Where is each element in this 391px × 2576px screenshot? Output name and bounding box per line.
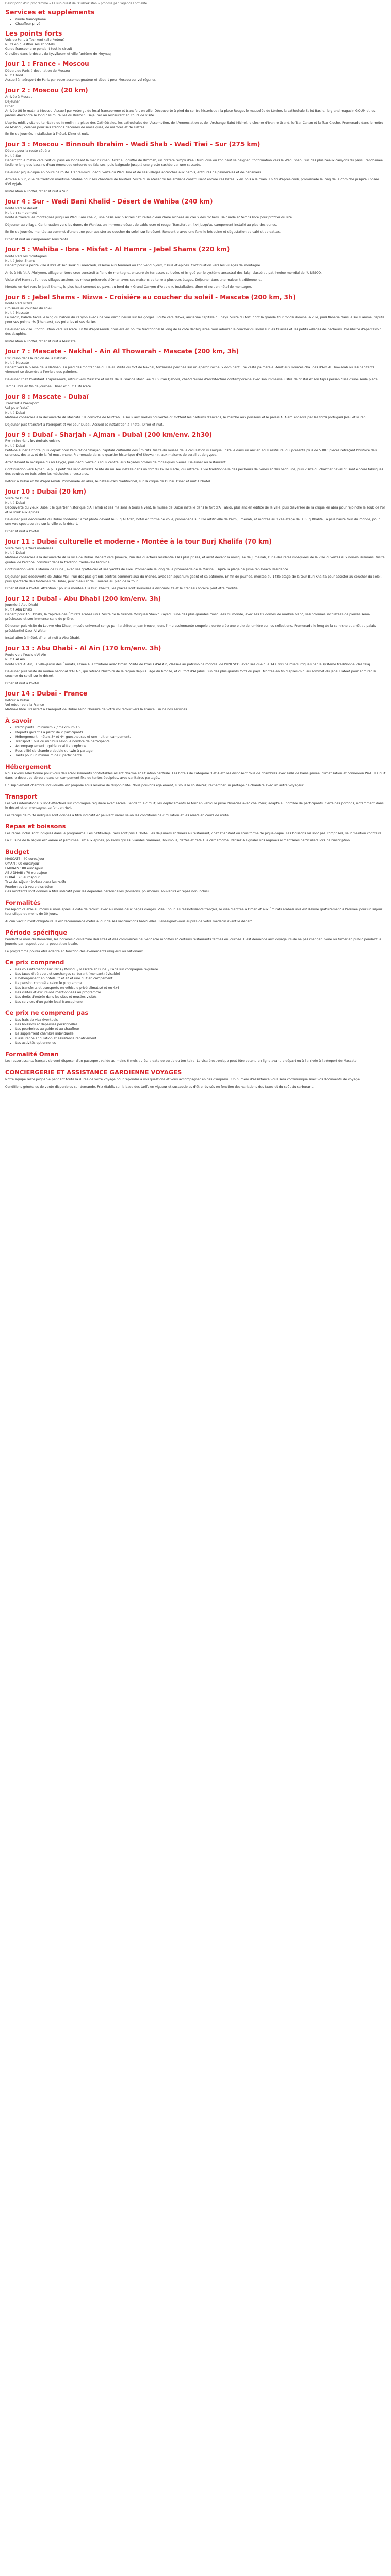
section-paragraph: Les repas inclus sont indiqués dans le programme. Les petits-déjeuners sont pris à l'hôtel, les déjeuners et dîners au restaurant, chez l'habitant ou sous forme de pique-nique. Les boissons ne sont pas comprises, sauf mention contraire. — [5, 832, 383, 836]
day-paragraph: Déjeuner puis visite du musée national d'Al Ain, qui retrace l'histoire de la région depuis l'âge du bronze, et du fort d'Al Jahili, l'un des plus grands forts du pays. Montée en fin d'après-midi au sommet du Jebel Hafeet pour admirer le coucher du soleil sur le désert. — [5, 670, 376, 679]
day-paragraph: Arrivée tôt le matin à Moscou. Accueil par votre guide local francophone et transfert en ville. Découverte à pied du centre historique : la place Rouge, le mausolée de Lénine, la cathédrale Saint-Basile, le grand magasin GOUM et les jardins Alexandre le long des murailles du Kremlin. Déjeuner au restaurant en cours de visite. — [5, 109, 376, 117]
list-item: • Possibilité de chambre double ou twin à partager. — [15, 749, 386, 754]
day-block — [5, 432, 386, 485]
section-paragraph: Notre équipe reste joignable pendant toute la durée de votre voyage pour répondre à vos questions et vous accompagner en cas d'imprévu. Un numéro d'assistance vous sera communiqué avec vos documents de voyage. — [5, 1077, 361, 1081]
day-title: Jour 13 : Abu Dhabi - Al Ain (170 km/env. 3h) — [5, 645, 161, 652]
day-description — [5, 159, 386, 194]
day-paragraph: Départ tôt le matin vers l'est du pays en longeant la mer d'Oman. Arrêt au gouffre de Bimmah, un cratère rempli d'eau turquoise où l'on peut se baigner. Continuation vers le Wadi Shab, l'un des plus beaux canyons du pays : randonnée facile le long des bassins d'eau émeraude entourés de falaises, puis baignade jusqu'à une grotte cachée par une cascade. — [5, 159, 383, 167]
day-title: Jour 10 : Dubaï (20 km) — [5, 488, 87, 496]
day-paragraph: Matinée consacrée à la découverte de Mascate : la corniche de Muttrah, le souk aux ruelles couvertes où flottent les parfums d'encens, le marché aux poissons et le palais Al Alam encadré par les forts portugais Jalali et Mirani. — [5, 415, 368, 419]
list-item: Nuits en guesthouses et hôtels — [5, 43, 55, 47]
day-meta-line: Dîner — [5, 104, 14, 108]
notes-list — [5, 726, 386, 758]
day-meta-line: Excursion dans la région de la Batinah — [5, 357, 67, 361]
day-title: Jour 11 : Dubaï culturelle et moderne - Montée à la tour Burj Khalifa (70 km) — [5, 538, 272, 545]
day-block — [5, 87, 386, 138]
day-meta-line: Nuit à Jebel Shams — [5, 259, 36, 263]
list-item: • L'hébergement en hôtels 3* et 4* et une nuit en campement — [15, 977, 386, 981]
day-meta-line: Nuit en campement — [5, 211, 37, 215]
day-paragraph: Route à travers les montagnes jusqu'au Wadi Bani Khalid, une oasis aux piscines naturelles d'eau claire nichées au creux des rochers. Baignade et temps libre pour profiter du site. — [5, 215, 293, 219]
day-meta — [5, 439, 386, 449]
list-item: • Chauffeur privé — [15, 22, 386, 27]
day-paragraph: L'après-midi, visite du territoire du Kremlin : la place des Cathédrales, les cathédrales de l'Assomption, de l'Annonciation et de l'Archange-Saint-Michel, le clocher d'Ivan le Grand, le Tsar-Canon et la Tsar-Cloche. Promenade dans le métro de Moscou, célèbre pour ses stations décorées de mosaïques, de marbres et de lustres. — [5, 121, 383, 129]
meals-title: Repas et boissons — [5, 823, 66, 831]
list-item: Vols de Paris à Tachkent (aller/retour) — [5, 38, 65, 42]
day-meta — [5, 699, 386, 708]
list-item: • Les pourboires au guide et au chauffeur — [15, 1027, 386, 1032]
day-meta-line: Nuit à Dubaï — [5, 411, 25, 415]
notes-title: À savoir — [5, 717, 32, 724]
day-paragraph: Temps libre en fin de journée. Dîner et nuit à Mascate. — [5, 384, 92, 388]
day-paragraph: Déjeuner puis visite du Louvre Abu Dhabi, musée universel conçu par l'architecte Jean Nouvel, dont l'impressionnante coupole ajourée crée une pluie de lumière sur les collections. Promenade le long de la corniche et arrêt au palais présidentiel Qasr Al Watan. — [5, 624, 376, 633]
day-meta-line: Visite des quartiers modernes — [5, 546, 53, 550]
list-item: • Hébergement : hôtels 3* et 4*, guesthouses et une nuit en campement. — [15, 735, 386, 740]
day-meta-line: Nuit à Mascate — [5, 361, 29, 365]
day-paragraph: Le matin, balade facile le long du balcon du canyon avec une vue vertigineuse sur les gorges. Route vers Nizwa, ancienne capitale du pays. Visite du fort, dont la grande tour ronde domine la ville, puis flânerie dans le souk animé, réputé pour ses poignards (khanjars), ses poteries et ses dattes. — [5, 316, 385, 325]
day-meta-line: Nuit à Dubaï — [5, 551, 25, 555]
day-paragraph: Départ pour Abu Dhabi, la capitale des Émirats arabes unis. Visite de la Grande Mosquée Sheikh Zayed, l'une des plus grandes mosquées du monde, avec ses 82 dômes de marbre blanc, ses colonnes incrustées de pierres semi-précieuses et son immense salle de prière. — [5, 613, 370, 621]
day-meta — [5, 402, 386, 416]
day-paragraph: Dîner et nuit au campement sous tente. — [5, 237, 70, 241]
list-item: • Les boissons et dépenses personnelles — [15, 1023, 386, 1027]
list-item: Croisière dans le désert du Kyzylkoum et ville fantôme de Moynaq — [5, 52, 111, 56]
transport-title: Transport — [5, 793, 38, 801]
day-title: Jour 14 : Dubaï - France — [5, 690, 88, 698]
day-block — [5, 690, 386, 713]
day-block — [5, 645, 386, 686]
day-title: Jour 4 : Sur - Wadi Bani Khalid - Désert de Wahiba (240 km) — [5, 198, 213, 206]
day-meta-line: Nuit à Abu Dhabi — [5, 608, 32, 612]
budget-line: Taxe de séjour : incluse dans les tarifs — [5, 880, 66, 884]
budget-line: MASCATE : 40 euros/jour — [5, 857, 45, 861]
day-meta-line: Excursion dans les émirats voisins — [5, 439, 60, 444]
day-meta-line: Nuit à Mascate — [5, 311, 29, 315]
day-paragraph: Déjeuner pique-nique en cours de route. L'après-midi, découverte du Wadi Tiwi et de ses villages accrochés aux parois, entourés de palmeraies et de bananiers. — [5, 171, 263, 175]
day-title: Jour 8 : Mascate - Dubaï — [5, 393, 89, 400]
day-meta-line: Route vers l'oasis d'Al Ain — [5, 653, 46, 657]
day-meta-line: Nuit à Sur — [5, 154, 21, 158]
list-item: • Les frais de visa éventuels — [15, 1018, 386, 1023]
section-paragraph: Nous avons sélectionné pour vous des établissements confortables alliant charme et situation centrale. Les hôtels de catégorie 3 et 4 étoiles disposent tous de chambres avec salle de bains privée, climatisation et connexion Wi-Fi. La nuit dans le désert se déroule dans un campement fixe de tentes équipées, avec sanitaires partagés. — [5, 772, 386, 781]
services-title: Services et suppléments — [5, 8, 95, 16]
day-paragraph: Dîner et nuit à l'hôtel. Attention : pour la montée à la Burj Khalifa, les places sont soumises à disponibilité et le créneau horaire peut être modifié. — [5, 586, 239, 590]
day-paragraph: Déjeuner au village. Continuation vers les dunes de Wahiba, un immense désert de sable ocre et rouge. Transfert en 4x4 jusqu'au campement installé au pied des dunes. — [5, 223, 278, 227]
day-meta-line: Retour à Dubaï — [5, 698, 29, 702]
budget-note: Ces montants sont donnés à titre indicatif pour les dépenses personnelles (boissons, pourboires, souvenirs et repas non inclus). — [5, 889, 210, 893]
price-excluded-list — [5, 1018, 386, 1046]
highlights-list — [5, 38, 386, 57]
day-paragraph: Arrêt à Misfat Al Abriyeen, village en terre crue construit à flanc de montagne, entouré de terrasses cultivées et irrigué par le système ancestral des falaj, classé au patrimoine mondial de l'UNESCO. — [5, 270, 322, 275]
day-meta — [5, 69, 386, 78]
day-paragraph: Déjeuner en ville. Continuation vers Mascate. En fin d'après-midi, croisière en boutre traditionnel le long de la côte déchiquetée pour admirer le coucher du soleil sur les falaises et les petits villages de pêcheurs. Possibilité d'apercevoir des dauphins. — [5, 328, 381, 336]
day-meta — [5, 95, 386, 109]
day-block — [5, 246, 386, 290]
day-meta-line: Transfert à l'aéroport — [5, 401, 39, 405]
day-description — [5, 663, 386, 686]
day-description — [5, 366, 386, 389]
budget-line: DUBAÏ : 90 euros/jour — [5, 875, 40, 879]
list-item: • L'assurance annulation et assistance rapatriement — [15, 1037, 386, 1041]
budget-line: EMIRATS : 80 euros/jour — [5, 866, 43, 870]
day-title: Jour 5 : Wahiba - Ibra - Misfat - Al Hamra - Jebel Shams (220 km) — [5, 245, 230, 253]
section-paragraph: Conditions générales de vente disponibles sur demande. Prix établis sur la base des tarifs en vigueur et susceptibles d'être révisés en fonction des variations des taxes et du coût du carburant. — [5, 1084, 314, 1089]
day-block — [5, 394, 386, 428]
day-title: Jour 9 : Dubaï - Sharjah - Ajman - Dubaï (200 km/env. 2h30) — [5, 431, 213, 438]
day-block — [5, 61, 386, 83]
day-paragraph: Déjeuner puis transfert à l'aéroport et vol pour Dubaï. Accueil et installation à l'hôtel. Dîner et nuit. — [5, 422, 164, 427]
day-paragraph: Départ pour la petite ville d'Ibra et son souk du mercredi, réservé aux femmes où l'on vend bijoux, tissus et épices. Continuation vers les villages de montagne. — [5, 263, 262, 267]
itinerary — [5, 61, 386, 713]
day-meta-line: Vol pour Dubaï — [5, 406, 29, 410]
day-paragraph: Montée en 4x4 vers le Jebel Shams, le plus haut sommet du pays, au bord du « Grand Canyon d'Arabie ». Installation, dîner et nuit en hôtel de montagne. — [5, 285, 252, 289]
section-paragraph: Les ressortissants français doivent disposer d'un passeport valide au moins 6 mois après la date de sortie du territoire. Le visa électronique peut être obtenu en ligne avant le départ ou à l'arrivée à l'aéroport de Mascate. — [5, 1059, 358, 1063]
list-item: • Les vols internationaux Paris / Moscou / Mascate et Dubaï / Paris sur compagnie régulière — [15, 968, 386, 972]
conditions-title: CONCIERGERIE ET ASSISTANCE GARDIENNE VOYAGES — [5, 1069, 182, 1076]
day-title: Jour 1 : France - Moscou — [5, 60, 89, 68]
section-paragraph: Un supplément chambre individuelle est proposé sous réserve de disponibilité. Nous pouvons également, si vous le souhaitez, rechercher un partage de chambre avec un autre voyageur. — [5, 784, 304, 788]
day-description — [5, 264, 386, 290]
day-block — [5, 198, 386, 242]
day-title: Jour 7 : Mascate - Nakhal - Ain Al Thowarah - Mascate (200 km, 3h) — [5, 348, 239, 355]
page — [0, 0, 391, 1103]
day-meta — [5, 547, 386, 556]
day-meta — [5, 603, 386, 613]
day-paragraph: Dîner et nuit à l'hôtel. — [5, 530, 40, 534]
day-block — [5, 488, 386, 534]
section-paragraph: Aucun vaccin n'est obligatoire. Il est recommandé d'être à jour de ses vaccinations habituelles. Renseignez-vous auprès de votre médecin avant le départ. — [5, 919, 253, 923]
day-paragraph: Déjeuner puis découverte de Dubaï Mall, l'un des plus grands centres commerciaux du monde, avec son aquarium géant et sa patinoire. En fin de journée, montée au 148e étage de la tour Burj Khalifa pour assister au coucher du soleil, puis spectacle des fontaines de Dubaï, jeux d'eau et de lumières au pied de la tour. — [5, 574, 383, 583]
day-meta-line: Vol retour vers la France — [5, 703, 44, 707]
budget-line: ABU DHABI : 70 euros/jour — [5, 871, 47, 875]
services-list — [5, 18, 386, 27]
day-title: Jour 3 : Moscou - Binnouh Ibrahim - Wadi Shab - Wadi Tiwi - Sur (275 km) — [5, 141, 260, 148]
day-paragraph: Installation à l'hôtel, dîner et nuit à Sur. — [5, 190, 69, 194]
day-meta — [5, 207, 386, 216]
budget-line: Pourboires : à votre discrétion — [5, 885, 53, 889]
transport-section — [5, 802, 386, 818]
meals-section — [5, 832, 386, 843]
day-meta — [5, 255, 386, 264]
day-paragraph: Découverte du vieux Dubaï : le quartier historique d'Al Fahidi et ses maisons à tours à vent, le musée de Dubaï installé dans le fort d'Al Fahidi, plus ancien édifice de la ville, puis traversée de la crique en abra pour rejoindre le souk de l'or et le souk aux épices. — [5, 506, 385, 515]
day-meta-line: Arrivée à Moscou — [5, 95, 33, 99]
day-meta-line: Nuit à bord — [5, 73, 23, 77]
day-meta-line: Croisière au coucher du soleil — [5, 307, 53, 311]
day-meta-line: Visite de Dubaï — [5, 497, 29, 501]
section-paragraph: La cuisine de la région est variée et parfumée : riz aux épices, poissons grillés, viandes marinées, houmous, dattes et café à la cardamome. Pensez à signaler vos régimes alimentaires particuliers lors de l'inscription. — [5, 839, 351, 843]
day-block — [5, 538, 386, 591]
budget-line: OMAN : 60 euros/jour — [5, 861, 40, 866]
day-meta-line: Déjeuner — [5, 99, 20, 104]
day-paragraph: Matinée consacrée à la découverte de la ville de Dubaï. Départ vers Jumeira, l'un des quartiers résidentiels les plus prisés, et arrêt devant la mosquée de Jumeirah, l'une des rares mosquées de la ville ouvertes aux non-musulmans. Visite guidée de l'édifice, construit dans la tradition médiévale fatimide. — [5, 555, 385, 564]
day-description — [5, 613, 386, 641]
day-title: Jour 12 : Dubaï - Abu Dhabi (200 km/env. 3h) — [5, 595, 161, 602]
list-item: • Les taxes d'aéroport et surcharges carburant (montant révisable) — [15, 972, 386, 977]
budget-list — [5, 857, 386, 890]
day-block — [5, 348, 386, 389]
day-paragraph: Continuation vers la Marina de Dubaï, avec ses gratte-ciel et ses yachts de luxe. Promenade le long de la promenade de la Marina jusqu'à la plage de Jumeirah Beach Residence. — [5, 567, 289, 571]
special-section — [5, 938, 386, 954]
day-meta-line: Nuit à Dubaï — [5, 444, 25, 448]
day-description — [5, 708, 386, 713]
list-item: • La pension complète selon le programme — [15, 981, 386, 986]
day-paragraph: Installation à l'hôtel, dîner et nuit à Abu Dhabi. — [5, 636, 80, 640]
budget-title: Budget — [5, 848, 29, 856]
section-paragraph: Les temps de route indiqués sont donnés à titre indicatif et peuvent varier selon les conditions de circulation et les arrêts en cours de route. — [5, 814, 230, 818]
accomm-section — [5, 772, 386, 788]
section-paragraph: Passeport valable au moins 6 mois après la date de retour, avec au moins deux pages vierges. Visa : pour les ressortissants français, le visa d'entrée à Oman et aux Émirats arabes unis est délivré gratuitement à l'arrivée pour un séjour touristique de moins de 30 jours. — [5, 907, 382, 916]
list-item: • Les services d'un guide local francophone — [15, 1000, 386, 1005]
list-item: • Les activités optionnelles — [15, 1041, 386, 1046]
day-paragraph: Installation à l'hôtel, dîner et nuit à Mascate. — [5, 340, 77, 344]
price-excluded-title: Ce prix ne comprend pas — [5, 1009, 89, 1016]
special-title: Période spécifique — [5, 928, 68, 936]
day-meta-line: Journée à Abu Dhabi — [5, 603, 38, 607]
day-paragraph: Déjeuner puis découverte du Dubaï moderne : arrêt photo devant le Burj Al Arab, hôtel en forme de voile, promenade sur l'île artificielle de Palm Jumeirah, et montée au 124e étage de la Burj Khalifa, la plus haute tour du monde, pour une vue spectaculaire sur la ville et le désert. — [5, 518, 380, 527]
formality-title: Formalité Oman — [5, 1050, 59, 1058]
list-item: • Transport : bus ou minibus selon le nombre de participants. — [15, 740, 386, 744]
price-included-list — [5, 968, 386, 1005]
day-paragraph: Déjeuner chez l'habitant. L'après-midi, retour vers Mascate et visite de la Grande Mosquée du Sultan Qaboos, chef-d'œuvre d'architecture contemporaine avec son immense lustre de cristal et son tapis persan tissé d'une seule pièce. — [5, 377, 379, 381]
day-meta — [5, 497, 386, 506]
accomm-title: Hébergement — [5, 762, 51, 770]
day-description — [5, 316, 386, 344]
day-description — [5, 556, 386, 591]
day-meta-line: Route vers Nizwa — [5, 302, 33, 306]
list-item: • Les visites et excursions mentionnées au programme — [15, 991, 386, 995]
formalities-section — [5, 908, 386, 924]
day-meta-line: Départ pour la route côtière — [5, 149, 50, 154]
day-paragraph: En fin de journée, installation à l'hôtel. Dîner et nuit. — [5, 132, 89, 137]
list-item: • Les droits d'entrée dans les sites et musées visités — [15, 995, 386, 1000]
list-item: • Les transferts et transports en véhicule privé climatisé et en 4x4 — [15, 986, 386, 991]
list-item: • Guide francophone — [15, 18, 386, 22]
day-meta-line: Départ de Paris à destination de Moscou — [5, 69, 70, 73]
day-meta-line: Route vers le désert — [5, 206, 38, 210]
list-item: • Accompagnement : guide local francophone. — [15, 744, 386, 749]
day-description — [5, 506, 386, 534]
day-paragraph: Visite d'Al Hamra, l'un des villages anciens les mieux préservés d'Oman avec ses maisons de terre à plusieurs étages. Déjeuner dans une maison traditionnelle. — [5, 278, 262, 282]
day-paragraph: Matinée libre. Transfert à l'aéroport de Dubaï selon l'horaire de votre vol retour vers la France. Fin de nos services. — [5, 707, 188, 711]
day-paragraph: Petit-déjeuner à l'hôtel puis départ pour l'émirat de Sharjah, capitale culturelle des Émirats. Visite du musée de la civilisation islamique, installé dans un ancien souk restauré, qui présente plus de 5 000 pièces retraçant l'histoire des sciences, des arts et de la foi musulmane. Promenade dans le quartier historique d'Al Shuwaihin, aux maisons de corail et de gypse. — [5, 449, 377, 457]
day-paragraph: Continuation vers Ajman, le plus petit des sept émirats. Visite du musée installé dans un fort du XVIIIe siècle, qui retrace la vie traditionnelle des pêcheurs de perles et des bédouins, puis visite du chantier naval où sont encore fabriqués des boutres en bois selon les méthodes ancestrales. — [5, 468, 383, 477]
list-item: Guide francophone pendant tout le circuit — [5, 47, 72, 52]
day-paragraph: Retour à Dubaï en fin d'après-midi. Promenade en abra, le bateau-taxi traditionnel, sur la crique de Dubaï. Dîner et nuit à l'hôtel. — [5, 480, 211, 484]
day-block — [5, 596, 386, 641]
day-meta — [5, 149, 386, 159]
day-paragraph: Départ vers la plaine de la Batinah, au pied des montagnes du Hajar. Visite du fort de Nakhal, forteresse perchée sur un éperon rocheux dominant une vaste palmeraie. Arrêt aux sources chaudes d'Ain Al Thowarah où les habitants viennent se détendre à l'ombre des palmiers. — [5, 365, 374, 374]
formality-section — [5, 1059, 386, 1064]
day-block — [5, 141, 386, 194]
intro-text: Description d'un programme « Le sud-ouest de l'Ouzbékistan » proposé par l'agence Formalité. — [5, 2, 149, 5]
day-meta — [5, 357, 386, 366]
list-item: • Départs garantis à partir de 2 participants. — [15, 731, 386, 735]
day-description — [5, 109, 386, 138]
section-paragraph: Les vols internationaux sont effectués sur compagnie régulière avec escale. Pendant le circuit, les déplacements se font en véhicule privé climatisé avec chauffeur, adapté au nombre de participants. Certaines portions, notamment dans le désert et en montagne, se font en 4x4. — [5, 802, 384, 810]
day-paragraph: En fin de journée, montée au sommet d'une dune pour assister au coucher du soleil sur le désert. Rencontre avec une famille bédouine et dégustation de café et de dattes. — [5, 230, 281, 234]
list-item: • Tarifs pour un minimum de 6 participants. — [15, 754, 386, 758]
list-item: • Le supplément chambre individuelle — [15, 1032, 386, 1037]
section-paragraph: Pendant le mois du Ramadan, les horaires d'ouverture des sites et des commerces peuvent être modifiés et certains restaurants fermés en journée. Il est demandé aux voyageurs de ne pas manger, boire ou fumer en public pendant la journée par respect pour la population locale. — [5, 937, 382, 946]
list-item: • Participants : minimum 2 / maximum 16. — [15, 726, 386, 731]
day-description — [5, 78, 386, 83]
price-included-title: Ce prix comprend — [5, 958, 64, 966]
day-title: Jour 2 : Moscou (20 km) — [5, 86, 88, 94]
day-meta — [5, 302, 386, 316]
day-paragraph: Arrêt devant la mosquée du roi Fayçal, puis découverte du souk central aux façades ornées de mosaïques bleues. Déjeuner au restaurant. — [5, 461, 227, 465]
day-description — [5, 449, 386, 484]
section-paragraph: Le programme pourra être adapté en fonction des événements religieux ou nationaux. — [5, 949, 144, 953]
day-block — [5, 294, 386, 345]
day-description — [5, 416, 386, 428]
day-meta-line: Nuit à Al Ain — [5, 658, 25, 662]
day-paragraph: Dîner et nuit à l'hôtel. — [5, 682, 40, 686]
conditions-section — [5, 1078, 386, 1090]
highlights-title: Les points forts — [5, 29, 62, 37]
day-meta-line: Nuit à Dubaï — [5, 501, 25, 505]
day-paragraph: Route vers Al Ain, la ville-jardin des Émirats, située à la frontière avec Oman. Visite de l'oasis d'Al Ain, classée au patrimoine mondial de l'UNESCO, avec ses quelque 147 000 palmiers irrigués par le système traditionnel des falaj. — [5, 663, 371, 667]
day-paragraph: Accueil à l'aéroport de Paris par votre accompagnateur et départ pour Moscou sur vol régulier. — [5, 78, 156, 82]
day-title: Jour 6 : Jebel Shams - Nizwa - Croisière au coucher du soleil - Mascate (200 km, 3h) — [5, 293, 296, 301]
formalities-title: Formalités — [5, 899, 41, 906]
day-meta-line: Route vers les montagnes — [5, 254, 47, 258]
day-description — [5, 216, 386, 242]
day-meta — [5, 653, 386, 663]
day-paragraph: Arrivée à Sur, ville de tradition maritime célèbre pour ses chantiers de boutres. Visite d'un atelier où les artisans construisent encore ces bateaux en bois à la main. En fin d'après-midi, promenade le long de la corniche jusqu'au phare d'Al Ayjah. — [5, 178, 379, 187]
